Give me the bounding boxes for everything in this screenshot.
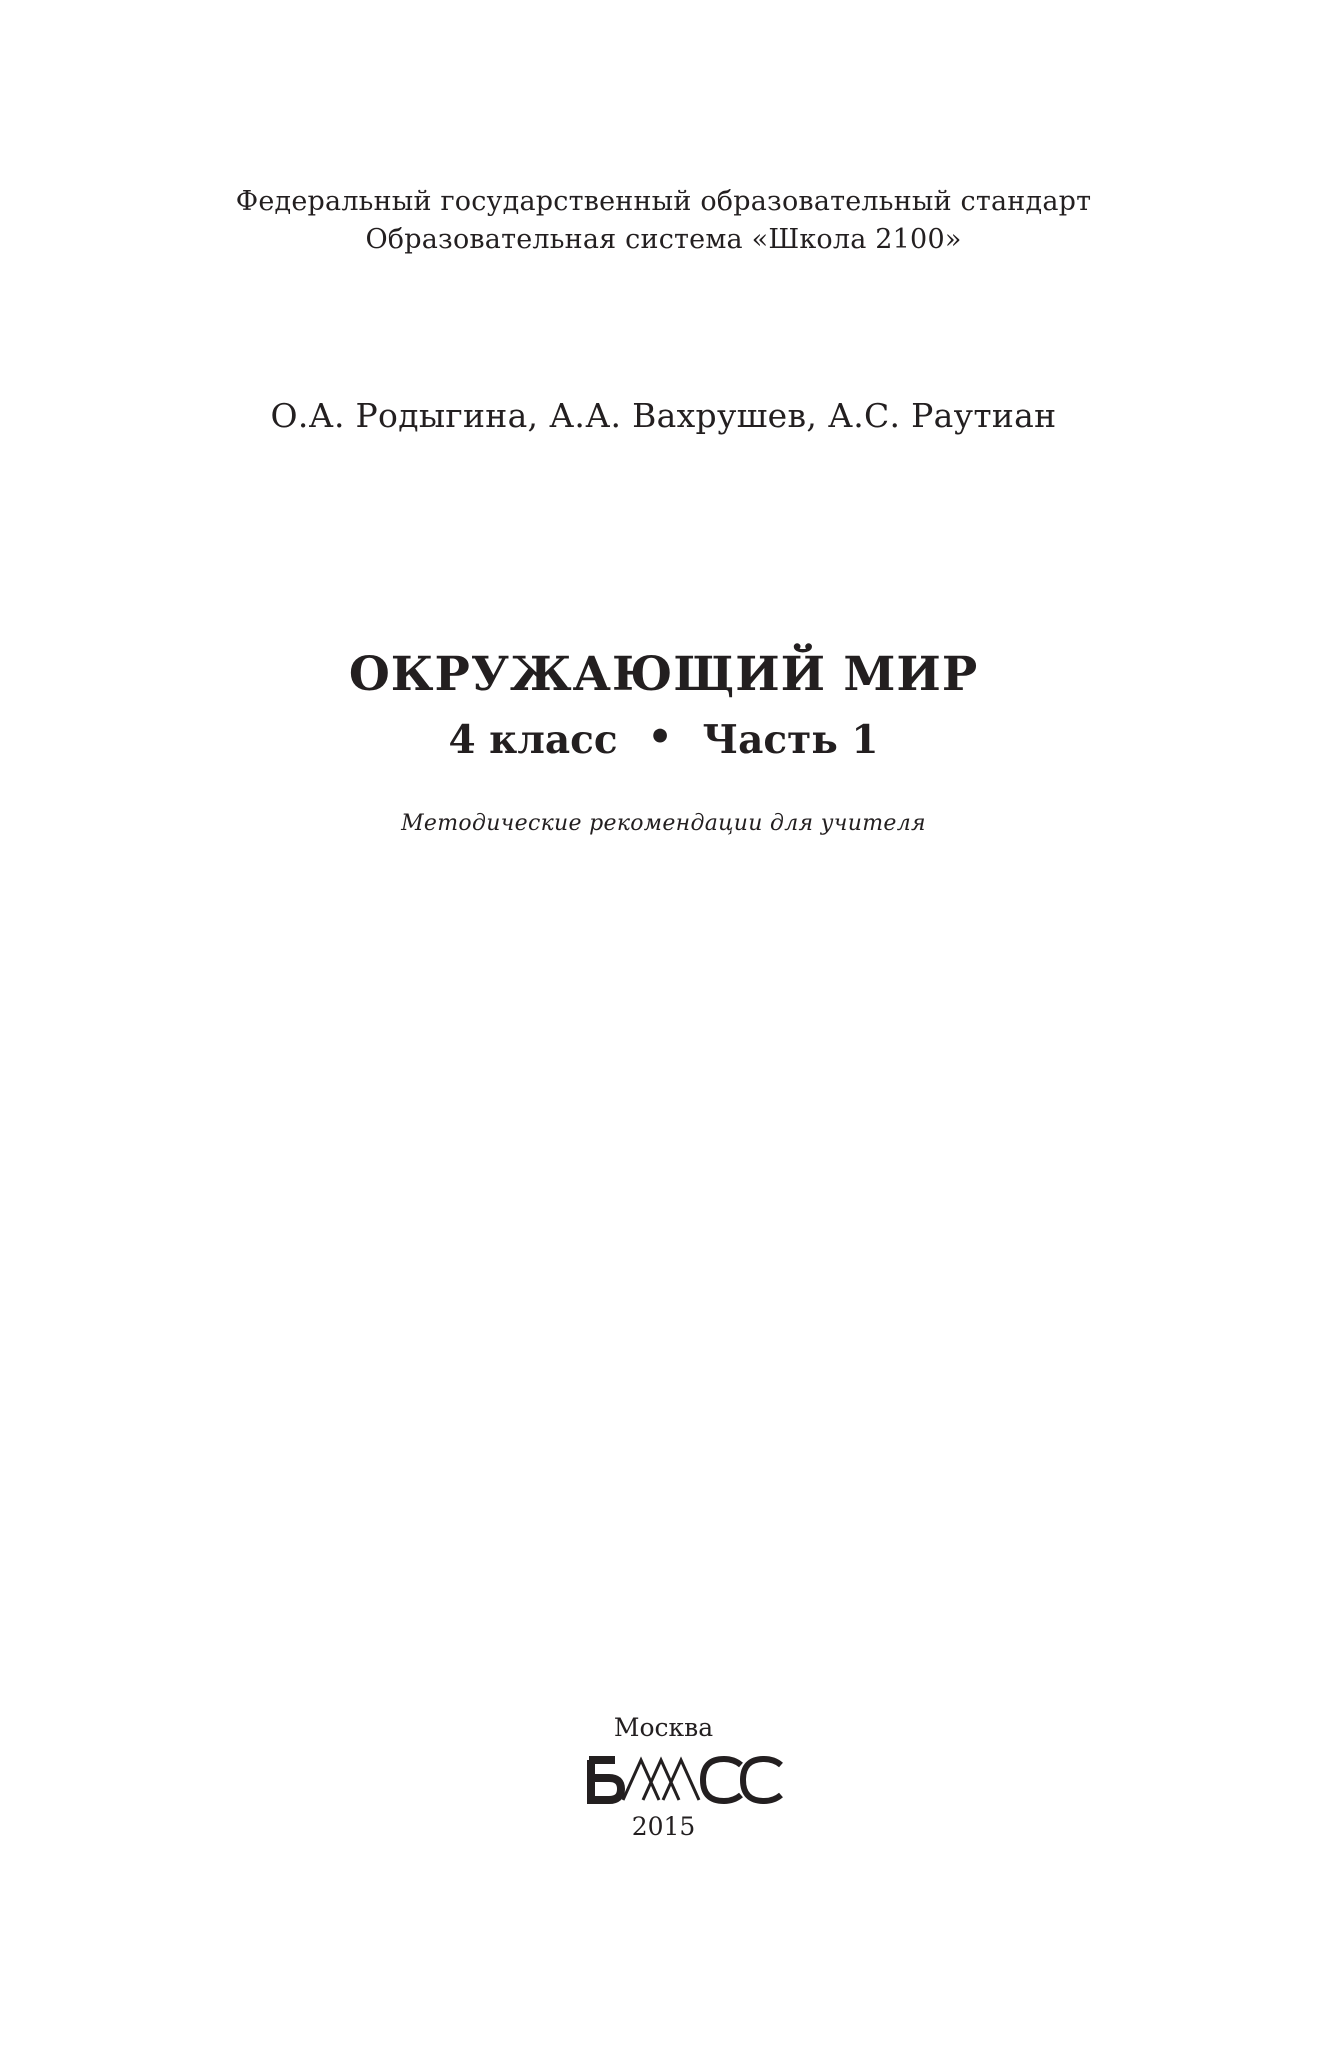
education-system-line: Образовательная система «Школа 2100» [365, 224, 962, 255]
book-title: ОКРУЖАЮЩИЙ МИР [348, 647, 979, 702]
publication-city: Москва [613, 1713, 714, 1742]
separator-bullet: • [647, 714, 673, 760]
subtitle: Методические рекомендации для учителя [401, 811, 926, 836]
publisher-logo [585, 1756, 785, 1804]
standard-line: Федеральный государственный образовательный стандарт [235, 186, 1092, 217]
grade-part-line [0, 714, 1327, 763]
publication-year: 2015 [631, 1812, 696, 1841]
part-label: Часть 1 [702, 717, 879, 763]
grade-label: 4 класс [448, 717, 618, 763]
authors: О.А. Родыгина, А.А. Вахрушев, А.С. Раутиан [270, 396, 1057, 435]
